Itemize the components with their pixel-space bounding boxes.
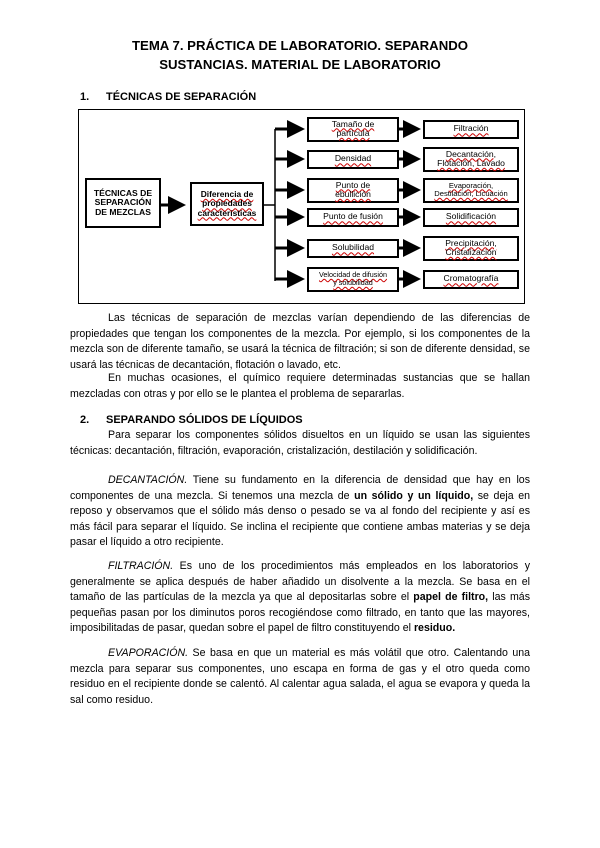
page-title — [60, 36, 540, 74]
property-box-3 — [307, 178, 399, 203]
property-box-5-line-1: Solubilidad — [331, 242, 375, 253]
middle-line-1: Diferencia de — [200, 189, 254, 200]
property-box-6-line-1: Velocidad de difusión — [319, 270, 387, 280]
title-line-1: TEMA 7. PRÁCTICA DE LABORATORIO. SEPARANDO — [131, 38, 469, 53]
technique-box-1-line-1: Filtración — [453, 123, 489, 134]
technique-box-6 — [423, 270, 519, 289]
property-box-4 — [307, 208, 399, 227]
root-line-1: TÉCNICAS DE — [93, 187, 153, 198]
property-box-6-line-2: y solubilidad — [333, 278, 373, 287]
section-1-number: 1. — [80, 91, 90, 103]
technique-box-5 — [423, 236, 519, 261]
technique-box-2-line-2: Flotación, Lavado — [437, 158, 505, 168]
root-line-3: DE MEZCLAS — [95, 206, 151, 217]
filtracion-paragraph — [70, 559, 530, 637]
decantacion-text-1: Tiene su fundamento en la diferencia de densidad que hay en los componentes de una mezcla. Si tenemos una mezcla de — [70, 474, 530, 502]
filtracion-term: FILTRACIÓN. — [108, 560, 174, 572]
property-box-6 — [307, 267, 399, 292]
filtracion-text-2: las más pequeñas pasan por los diminutos poros recogiéndose como filtrado, en tanto que las mayores, imposibilitadas de pasar, quedan sobre el papel de filtro constituyendo el — [70, 591, 530, 635]
property-box-2 — [307, 150, 399, 169]
section-2-title: SEPARANDO SÓLIDOS DE LÍQUIDOS — [106, 414, 303, 426]
technique-box-3-line-1: Evaporación, — [448, 180, 494, 190]
decantacion-bold-1: un sólido y un líquido, — [354, 489, 474, 502]
decantacion-paragraph — [70, 473, 530, 551]
separation-techniques-diagram — [78, 109, 525, 304]
property-box-4-line-1: Punto de fusión — [323, 211, 383, 222]
property-box-1-line-1: Tamaño de — [331, 118, 375, 129]
middle-box — [190, 182, 264, 226]
section-1-heading — [80, 90, 256, 104]
evaporacion-term: EVAPORACIÓN. — [108, 647, 189, 659]
section-2-number: 2. — [80, 414, 90, 426]
technique-box-5-line-2: Cristalización — [445, 247, 497, 257]
property-box-2-line-1: Densidad — [334, 153, 372, 164]
property-box-1-line-2: partícula — [336, 128, 370, 138]
technique-box-3-line-2: Destilación, Licuación — [434, 189, 508, 198]
root-box — [85, 178, 161, 228]
decantacion-term: DECANTACIÓN. — [108, 474, 188, 486]
section-1-title: TÉCNICAS DE SEPARACIÓN — [106, 91, 257, 103]
technique-box-4-line-1: Solidificación — [445, 211, 497, 222]
intro-paragraph-2: En muchas ocasiones, el químico requiere determinadas sustancias que se hallan mezcladas con otras y por ello se le plantea el problema de separarlas. — [70, 372, 530, 400]
decantacion-text-2: se deja en reposo y observamos que el sólido más denso o pesado se va al fondo del recipiente y así es más fácil para separar el líquido. Se inclina el recipiente que contiene ambas materias y se deja pasar el líquido a otro recipiente. — [70, 489, 530, 549]
technique-box-3 — [423, 178, 519, 203]
property-box-3-line-2: ebullición — [335, 189, 371, 199]
technique-box-2-line-1: Decantación, — [445, 148, 497, 159]
property-box-5 — [307, 239, 399, 258]
middle-line-3: características — [197, 207, 257, 218]
section-2-heading — [80, 413, 303, 427]
property-box-1 — [307, 117, 399, 142]
intro-paragraph-1: Las técnicas de separación de mezclas varían dependiendo de las diferencias de propiedades que tengan los componentes de la mezcla. Por ejemplo, si los componentes de la mezcla son de diferente tamaño, se usará la técnica de filtración; si son de diferente densidad, se usará las técnicas de decantación, flotación o lavado, etc. — [70, 312, 530, 371]
section-2-intro: Para separar los componentes sólidos disueltos en un líquido se usan las siguientes técnicas: decantación, filtración, evaporación, cristalización, destilación y solidificación. — [70, 429, 530, 457]
technique-box-5-line-1: Precipitación, — [445, 237, 497, 248]
technique-box-4 — [423, 208, 519, 227]
root-line-2: SEPARACIÓN — [94, 197, 152, 208]
evaporacion-text-1: Se basa en que un material es más volátil que otro. Calentando una mezcla para separar sus componentes, uno escapa en forma de gas y el otro queda como residuo en el recipiente donde se calentó. Al calentar agua salada, el agua se evapora y queda la sal como residuo. — [70, 647, 530, 706]
evaporacion-paragraph — [70, 646, 530, 708]
property-box-3-line-1: Punto de — [335, 179, 371, 190]
filtracion-bold-1: papel de filtro, — [413, 591, 489, 604]
filtracion-bold-2: residuo. — [413, 622, 456, 635]
filtracion-text-1: Es uno de los procedimientos más empleados en los laboratorios y generalmente se aplica después de haber añadido un disolvente a la mezcla. Se basa en el tamaño de las partículas de la mezcla ya que al depositarlas sobre el — [70, 560, 530, 604]
technique-box-6-line-1: Cromatografía — [443, 273, 499, 284]
middle-line-2: propiedades — [202, 198, 252, 209]
title-line-2: SUSTANCIAS. MATERIAL DE LABORATORIO — [159, 57, 441, 72]
technique-box-2 — [423, 147, 519, 172]
technique-box-1 — [423, 120, 519, 139]
